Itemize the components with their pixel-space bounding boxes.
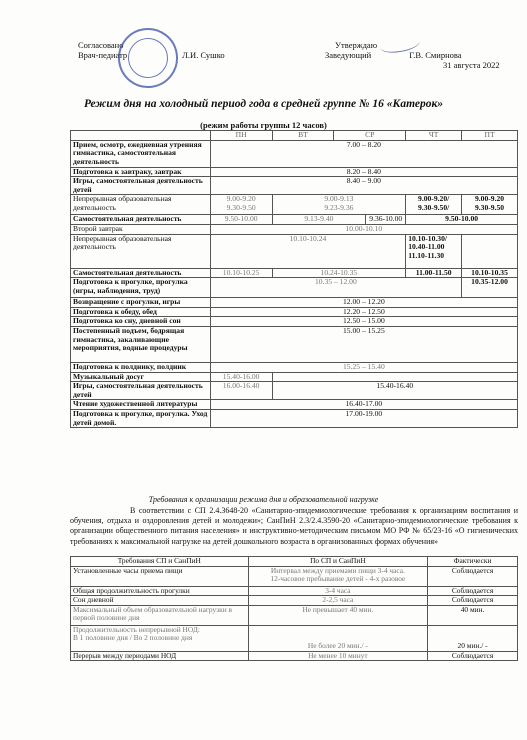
requirements-table — [70, 556, 518, 661]
page-title: Режим дня на холодный период года в средней группе № 16 «Катерок» — [83, 98, 444, 110]
time-cell: 10.10-10.24 — [210, 234, 405, 268]
page-subtitle: (режим работы группы 12 часов) — [200, 120, 327, 130]
activity-label: Музыкальный досуг — [71, 372, 211, 382]
fact-cell: 20 мин./ - — [428, 625, 518, 651]
activity-label: Непрерывная образовательная деятельность — [71, 234, 211, 268]
fact-cell: Соблюдается — [428, 651, 518, 661]
fact-cell: 40 мин. — [428, 605, 518, 625]
column-header: По СП и СанПиН — [248, 557, 428, 567]
table-row — [71, 362, 518, 372]
activity-label: Подготовка к обеду, обед — [71, 307, 211, 317]
time-cell: 9.00-9.20/ 9.30-9.50/ — [406, 195, 462, 215]
table-row — [71, 317, 518, 327]
table-row — [71, 326, 518, 362]
activity-label: Самостоятельная деятельность — [71, 215, 211, 225]
requirements-header-row — [71, 557, 518, 567]
approval-right-line1: Утверждаю — [335, 40, 378, 50]
requirement-cell: Максимальный объем образовательной нагрузки в первой половине дня — [71, 605, 249, 625]
time-cell: 9.50-10.00 — [210, 215, 272, 225]
activity-label: Подготовка к прогулке, прогулка (игры, наблюдения, труд) — [71, 278, 211, 298]
table-row — [71, 605, 518, 625]
activity-label: Чтение художественной литературы — [71, 400, 211, 410]
table-row — [71, 224, 518, 234]
norm-cell: Интервал между приемами пищи 3-4 часа. 12-часовое пребывание детей - 4-х разовое — [248, 566, 428, 586]
time-cell: 8.40 – 9.00 — [210, 177, 517, 195]
schedule-table — [70, 130, 518, 428]
time-cell: 9.13-9.40 — [272, 215, 366, 225]
norm-cell: 2-2,5 часа — [248, 596, 428, 606]
time-cell: 15.00 – 15.25 — [210, 326, 517, 362]
time-cell: 9.36-10.00 — [366, 215, 406, 225]
time-cell: 10.10-10.35 — [462, 268, 518, 278]
time-cell: 10.10-10.30/ 10.40-11.00 11.10-11.30 — [406, 234, 462, 268]
column-header: Фактически — [428, 557, 518, 567]
time-cell: 12.20 – 12.50 — [210, 307, 517, 317]
activity-label: Подготовка к прогулке, прогулка. Уход детей домой. — [71, 409, 211, 427]
activity-label: Игры, самостоятельная деятельность детей — [71, 382, 211, 400]
time-cell: 8.20 – 8.40 — [210, 167, 517, 177]
time-cell: 16.40-17.00 — [210, 400, 517, 410]
activity-label: Постепенный подъем, бодрящая гимнастика, закаливающие мероприятия, водные процедуры — [71, 326, 211, 362]
table-row — [71, 234, 518, 268]
activity-label: Возвращение с прогулки, игры — [71, 298, 211, 308]
requirement-cell: Перерыв между периодами НОД — [71, 651, 249, 661]
norm-cell: Не превышает 40 мин. — [248, 605, 428, 625]
table-row — [71, 140, 518, 167]
table-row — [71, 596, 518, 606]
time-cell: 10.35-12.00 — [462, 278, 518, 298]
activity-label: Второй завтрак — [71, 224, 211, 234]
time-cell: 15.40-16.40 — [272, 382, 517, 400]
day-header: ПТ — [462, 131, 518, 141]
table-row — [71, 382, 518, 400]
time-cell: 10.35 – 12.00 — [210, 278, 461, 298]
time-cell: 11.00-11.50 — [406, 268, 462, 278]
fact-cell: Соблюдается — [428, 596, 518, 606]
time-cell: 9.00-9.20 9.30-9.50 — [210, 195, 272, 215]
table-row — [71, 625, 518, 651]
activity-label: Подготовка ко сну, дневной сон — [71, 317, 211, 327]
time-cell: 12.50 – 15.00 — [210, 317, 517, 327]
fact-cell: Соблюдается — [428, 586, 518, 596]
table-row — [71, 278, 518, 298]
activity-label: Игры, самостоятельная деятельность детей — [71, 177, 211, 195]
approval-left-line2: Врач-педиатр — [78, 50, 128, 60]
approval-left-name: Л.И. Сушко — [182, 50, 225, 60]
table-row — [71, 400, 518, 410]
day-header: СР — [334, 131, 406, 141]
time-cell: 12.00 – 12.20 — [210, 298, 517, 308]
fact-cell: Соблюдается — [428, 566, 518, 586]
activity-label: Подготовка к завтраку, завтрак — [71, 167, 211, 177]
requirement-cell: Установленные часы приема пищи — [71, 566, 249, 586]
table-row — [71, 409, 518, 427]
approval-right-name: Г.В. Смирнова — [409, 50, 462, 60]
column-header: Требования СП и СанПиН — [71, 557, 249, 567]
table-row — [71, 586, 518, 596]
approval-right-line2: Заведующий — [325, 50, 372, 60]
activity-label: Подготовка к полднику, полдник — [71, 362, 211, 372]
activity-label: Самостоятельная деятельность — [71, 268, 211, 278]
table-row — [71, 566, 518, 586]
seal-stamp — [114, 24, 182, 92]
day-header: ЧТ — [406, 131, 462, 141]
table-row — [71, 177, 518, 195]
schedule-header-row — [71, 131, 518, 141]
section-title: Требования к организации режима дня и образовательной нагрузке — [148, 495, 379, 504]
time-cell: 9.00-9.13 9.23-9.36 — [272, 195, 406, 215]
approval-left-line1: Согласовано — [78, 40, 124, 50]
approval-right-date: 31 августа 2022 — [443, 60, 500, 70]
table-row — [71, 195, 518, 215]
time-cell: 9.00-9.20 9.30-9.50 — [462, 195, 518, 215]
activity-label: Непрерывная образовательная деятельность — [71, 195, 211, 215]
time-cell: 7.00 – 8.20 — [210, 140, 517, 167]
day-header: ВТ — [272, 131, 334, 141]
time-cell: 15.25 – 15.40 — [210, 362, 517, 372]
time-cell: 10.00-10.10 — [210, 224, 517, 234]
time-cell: 10.10-10.25 — [210, 268, 272, 278]
requirement-cell: Общая продолжительность прогулки — [71, 586, 249, 596]
time-cell: 17.00-19.00 — [210, 409, 517, 427]
table-row — [71, 215, 518, 225]
time-cell: 16.00-16.40 — [210, 382, 272, 400]
norm-cell: Не более 20 мин./ - — [248, 625, 428, 651]
day-header: ПН — [210, 131, 272, 141]
norm-cell: Не менее 10 минут — [248, 651, 428, 661]
time-cell: 15.40-16.00 — [210, 372, 272, 382]
activity-label: Прием, осмотр, ежедневная утренняя гимнастика, самостоятельная деятельность — [71, 140, 211, 167]
table-row — [71, 298, 518, 308]
requirement-cell: Сон дневной — [71, 596, 249, 606]
requirements-paragraph: В соответствии с СП 2.4.3648-20 «Санитарно-эпидемиологические требования к организациям воспитания и обучения, отдыха и оздоровления детей и молодежи»; СанПиН 2.3/2.4.3590-20 «Санитарно-эпидемиологические требования к организации общественного питания населения» и инструктивно-методическим письмом МО РФ № 65/23-16 «О гигиенических требованиях к максимальной нагрузке на детей дошкольного возраста в организованных формах обучения» — [70, 506, 518, 546]
norm-cell: 3-4 часа — [248, 586, 428, 596]
time-cell: 10.24-10.35 — [272, 268, 406, 278]
table-row — [71, 651, 518, 661]
time-cell: 9.50-10.00 — [406, 215, 518, 225]
requirement-cell: Продолжительность непрерывной НОД: В 1 половине дня / Во 2 половине дня — [71, 625, 249, 651]
